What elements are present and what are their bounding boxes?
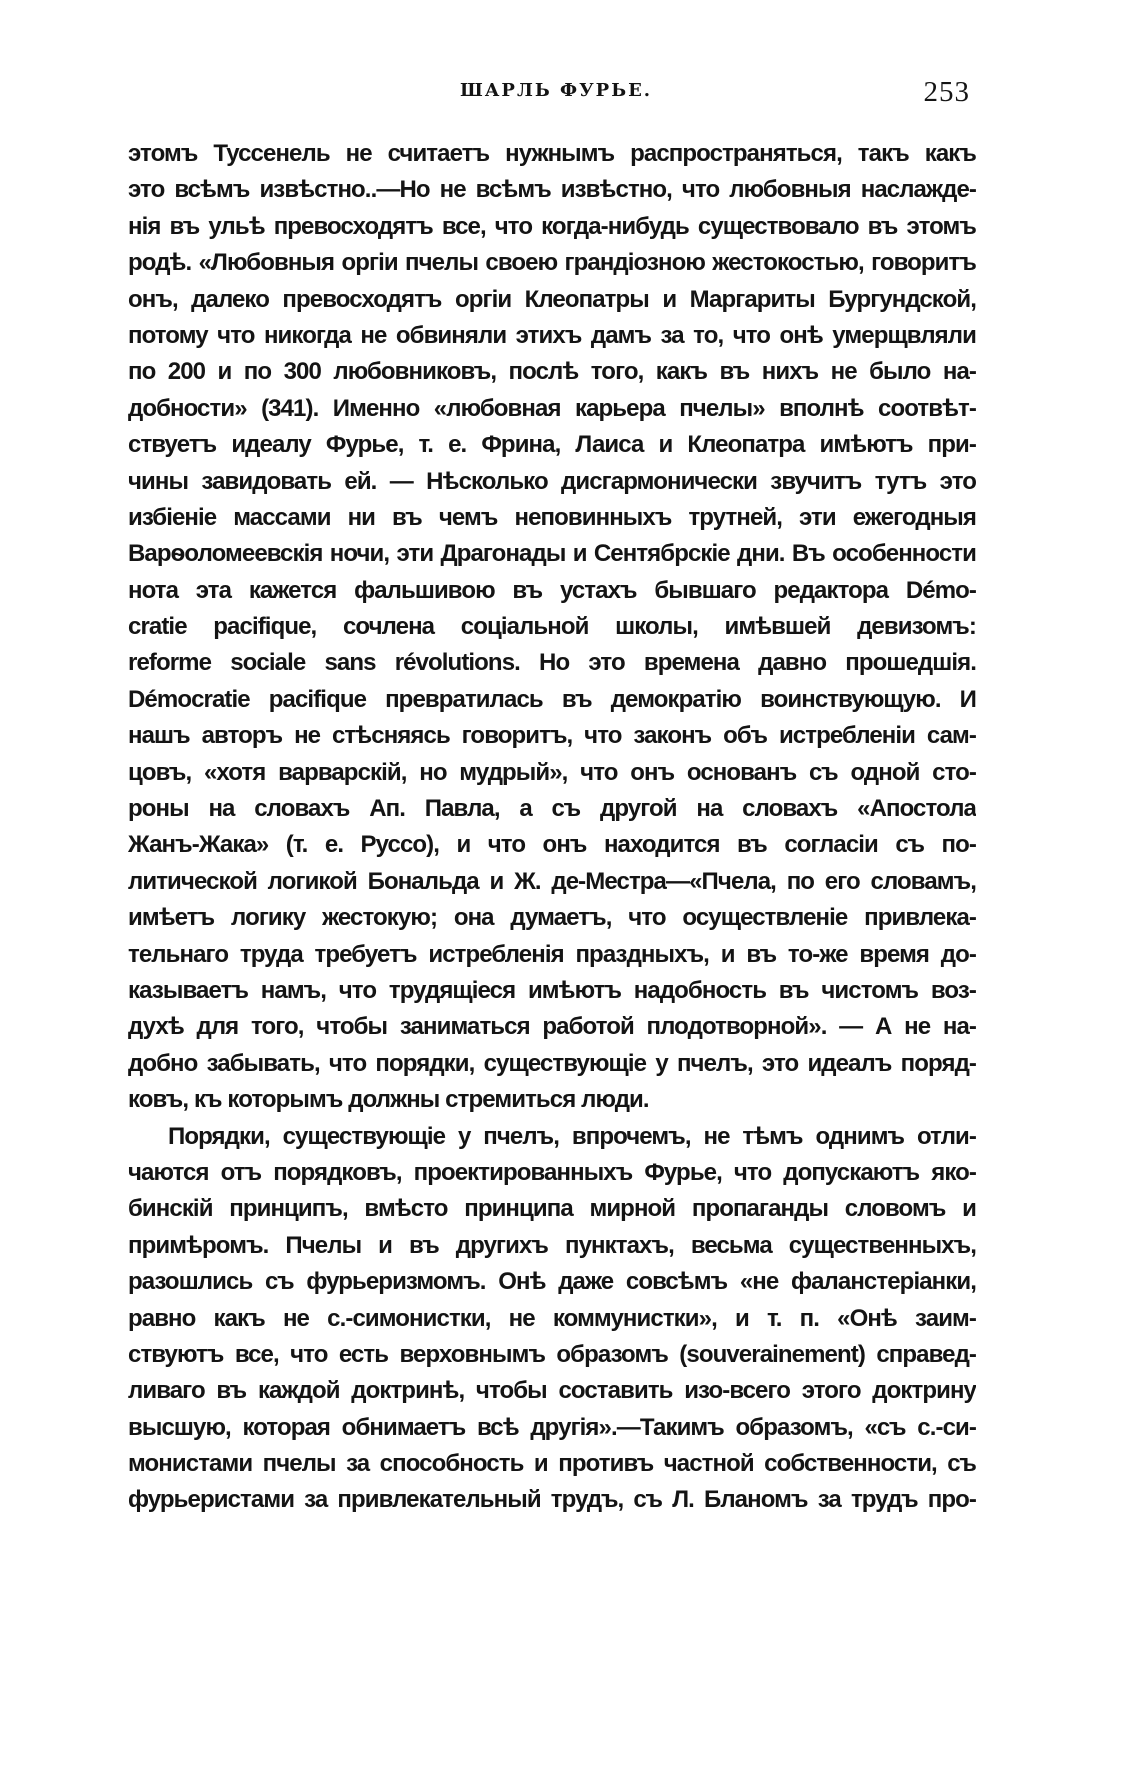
text-line: цовъ, «хотя варварскій, но мудрый», что онъ основанъ съ одной сто- [128,758,976,786]
text-line: онъ, далеко превосходятъ оргіи Клеопатры и Маргариты Бургундской, [128,285,976,313]
running-title: ШАРЛЬ ФУРЬЕ. [459,80,653,101]
text-line: добности» (341). Именно «любовная карьера пчелы» вполнѣ соотвѣт- [128,394,976,422]
text-line: потому что никогда не обвиняли этихъ дамъ за то, что онѣ умерщвляли [128,321,976,349]
text-line: это всѣмъ извѣстно..—Но не всѣмъ извѣстно, что любовныя наслажде- [128,176,976,204]
text-line: чаются отъ порядковъ, проектированныхъ Фурье, что допускаютъ яко- [128,1158,976,1186]
text-line: фурьеристами за привлекательный трудъ, съ Л. Бланомъ за трудъ про- [128,1486,976,1514]
text-line: ковъ, къ которымъ должны стремиться люди. [128,1086,649,1114]
text-line: примѣромъ. Пчелы и въ другихъ пунктахъ, весьма существенныхъ, [128,1231,976,1259]
text-line: высшую, которая обнимаетъ всѣ другія».—Такимъ образомъ, «съ с.-си- [128,1413,976,1441]
text-line: избіеніе массами ни въ чемъ неповинныхъ трутней, эти ежегодныя [128,503,976,531]
text-line: монистами пчелы за способность и противъ частной собственности, съ [128,1450,976,1478]
text-line: по 200 и по 300 любовниковъ, послѣ того, какъ въ нихъ не было на- [128,358,976,386]
text-line: нія въ ульѣ превосходятъ все, что когда-нибудь существовало въ этомъ [128,212,976,240]
text-line: казываетъ намъ, что трудящіеся имѣютъ надобность въ чистомъ воз- [128,976,976,1004]
body-text [128,136,976,1726]
text-line: разошлись съ фурьеризмомъ. Онѣ даже совсѣмъ «не фаланстеріанки, [128,1268,976,1296]
paragraph [128,1119,976,1519]
running-header [126,76,986,116]
text-line: бинскій принципъ, вмѣсто принципа мирной пропаганды словомъ и [128,1195,976,1223]
text-line: ствуетъ идеалу Фурье, т. е. Фрина, Лаиса и Клеопатра имѣютъ при- [128,431,976,459]
text-line: чины завидовать ей. — Нѣсколько дисгармонически звучитъ тутъ это [128,467,976,495]
text-line: нота эта кажется фальшивою въ устахъ бывшаго редактора Démo- [128,576,976,604]
text-line: Жанъ-Жака» (т. е. Руссо), и что онъ находится въ согласіи съ по- [128,831,976,859]
text-line: духѣ для того, чтобы заниматься работой плодотворной». — А не на- [128,1013,976,1041]
text-line: Порядки, существующіе у пчелъ, впрочемъ, не тѣмъ однимъ отли- [168,1122,976,1150]
text-line: роны на словахъ Ап. Павла, а съ другой на словахъ «Апостола [128,795,976,823]
text-line: Варѳоломеевскія ночи, эти Драгонады и Сентябрскіе дни. Въ особенности [128,540,976,568]
text-line: ливаго въ каждой доктринѣ, чтобы составить изо-всего этого доктрину [128,1377,976,1405]
text-line: нашъ авторъ не стѣсняясь говоритъ, что законъ объ истребленіи сам- [128,722,976,750]
text-line: добно забывать, что порядки, существующіе у пчелъ, это идеалъ поряд- [128,1049,976,1077]
text-line: равно какъ не с.-симонистки, не коммунистки», и т. п. «Онѣ заим- [128,1304,976,1332]
text-line: reforme sociale sans révolutions. Но это времена давно прошедшія. [128,649,976,677]
text-line: ствуютъ все, что есть верховнымъ образомъ (souverainement) справед- [128,1340,976,1368]
text-line: литической логикой Бональда и Ж. де-Местра—«Пчела, по его словамъ, [128,867,976,895]
paragraph [128,136,976,1119]
text-line: родѣ. «Любовныя оргіи пчелы своею грандіозною жестокостью, говоритъ [128,249,976,277]
text-line: Démocratie pacifique превратилась въ демократію воинствующую. И [128,685,976,713]
page-number: 253 [923,76,970,108]
text-line: cratie pacifique, сочлена соціальной школы, имѣвшей девизомъ: [128,613,976,641]
text-line: тельнаго труда требуетъ истребленія праздныхъ, и въ то-же время до- [128,940,976,968]
text-line: этомъ Туссенель не считаетъ нужнымъ распространяться, такъ какъ [128,140,976,167]
text-line: имѣетъ логику жестокую; она думаетъ, что осуществленіе привлека- [128,904,976,932]
